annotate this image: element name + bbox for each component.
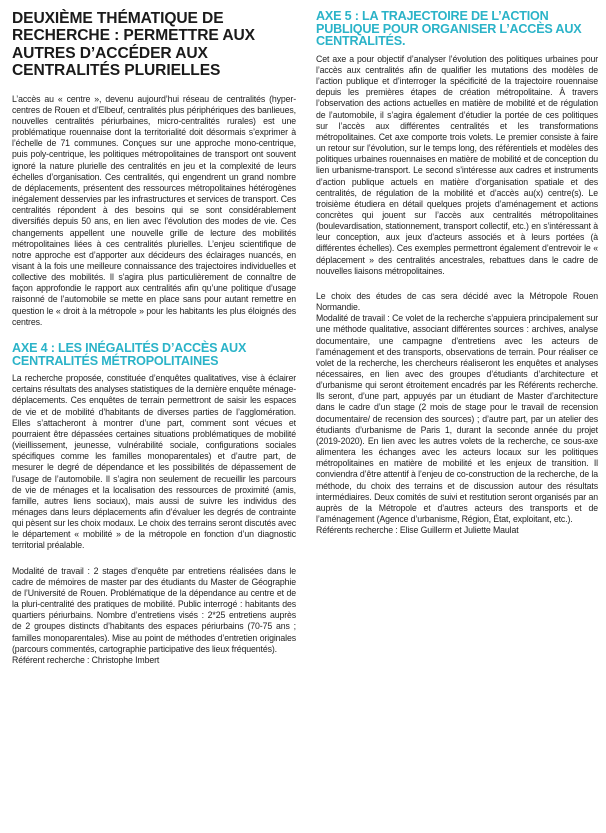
axe5-paragraph: Cet axe a pour objectif d’analyser l’évolution des politiques urbaines pour l’accès aux centralités afin de qualifier les mutations des modèles de l’action publique et d’interroger la spécificité de la trajectoire rouennaise depuis les premières étapes de création métropolitaine. À travers l’observation des actions actuelles en matière de mobilité et de régulation de l’automobile, il s’agira également d’étudier la portée de ces politiques sur l’accès aux différentes centralités et les transformations métropolitaines. Cet axe comporte trois volets. Le premier consiste à faire un retour sur l’évolution, sur le temps long, des référentiels et modèles des politiques urbaines rouennaises en matière de mobilité et de conception du lien urbanisme-transport. Le second s’intéresse aux cadres et instruments d’action publique actuels en matière d’organisation spatiale et des centralités, de régulation de la mobilité et d’accès au(x) centre(s). Le troisième étudiera en détail quelques projets d’aménagement et actions concrètes qui jouent sur l’accès aux centralités métropolitaines (boulevardisation, stationnement, transport collectif, etc.) en s’intéressant à leur conception, aux jeux d’acteurs associés et à leurs portées (à différentes échelles). Ces exemples permettront également d’entrevoir le « déplacement » des centralités ancestrales, rebattues dans le cadre de nouvelles liaisons métropolitaines. [316,53,598,276]
axe4-referent: Référent recherche : Christophe Imbert [12,654,160,665]
axe4-modalite-paragraph: Modalité de travail : 2 stages d’enquête par entretiens réalisées dans le cadre de mémoires de master par des étudiants du Master de Géographie de l’Université de Rouen. Problématique de la dépendance au centre et de la pluri-centralité des pratiques de mobilité. Public interrogé : habitants des quartiers périurbains. Nombre d’entretiens visés : 2*25 entretiens auprès de 2 groupes distincts d’habitants des espaces périurbains (70-75 ans ; familles monoparentales). Mise au point de méthodes d’entretien originales (parcours commentés, cartographie participative des lieux fréquentés). [12,565,296,654]
section-title: DEUXIÈME THÉMATIQUE DE RECHERCHE : PERMETTRE AUX AUTRES D’ACCÉDER AUX CENTRALITÉS PLURIELLES [12,10,255,80]
axe5-heading: AXE 5 : LA TRAJECTOIRE DE L’ACTION PUBLIQUE POUR ORGANISER L’ACCÈS AUX CENTRALITÉS. [316,9,582,49]
left-column [12,10,296,666]
axe4-paragraph: La recherche proposée, constituée d’enquêtes qualitatives, vise à éclairer certains résultats des analyses statistiques de la dernière enquête ménage-déplacements. Ces enquêtes de terrain permettront de saisir les espaces de vie et de mobilité d’habitants de diverses parties de l’agglomération. Elles s’attacheront à montrer d’une part, comment sont vécues et pourraient être dépassées certaines situations problématiques de mobilité (vieillissement, jeunesse, vulnérabilité sociale, configurations sociales spécifiques comme les familles monoparentales) et d’autre part, de mesurer le degré de dépendance et les possibilités de dépassement de l’usage de l’automobile. Il s’agira non seulement de recueillir les parcours de vie de ménages et la localisation des ressources de proximité (amis, famille, autres liens sociaux), mais aussi de suivre les individus des ménages dans leurs déplacements afin d’évaluer les degrés de contrainte qui pèsent sur les choix modaux. Le choix des terrains seront discutés avec le département « mobilité » de la métropole en fonction d’un diagnostic territorial préalable. [12,373,296,551]
axe5-modalite-paragraph: Modalité de travail : Ce volet de la recherche s’appuiera principalement sur une méthode qualitative, associant différentes sources : archives, analyse documentaire, une campagne d’entretiens avec les acteurs de l’aménagement et des transports, observations de terrain. Pour réaliser ce volet de la recherche, les chercheurs réaliseront les enquêtes et analyses nécessaires, en lien avec des groupes d’étudiants d’architecture et d’urbanisme qui seront étroitement encadrés par les Référents recherche. Ils seront, d’une part, appuyés par un étudiant de Master d’architecture dans le cadre d’un stage (2 mois de stage pour le travail de recension documentaire/ de recension des sources) ; d’autre part, par un atelier des étudiants d’urbanisme de Paris 1, durant la seconde année du projet (2019-2020). En lien avec les autres volets de la recherche, ce sous-axe alimentera les échanges avec les acteurs locaux sur les politiques métropolitaines en matière de mobilité et les enjeux de transition. Il conviendra d’être attentif à l’enjeu de co-construction de la recherche, de la méthode, du choix des terrains et de discussion autour des résultats intermédiaires. Deux comités de suivi et restitution seront organisés par an auprès de la Métropole et d’autres acteurs des transports et de l’aménagement (Agence d’urbanisme, Région, État, exploitant, etc.). [316,313,598,525]
intro-paragraph: L’accès au « centre », devenu aujourd’hui réseau de centralités (hyper-centres de Rouen et d’Elbeuf, centralités plus périphériques des banlieues, nouvelles centralités périurbaines, micro-centralités rurales) est une problématique rouennaise dont la territorialité doit désormais s’exprimer à l’échelle de 71 communes. Conçues sur une approche mono-centrique, puis poly-centrique, les politiques métropolitaines de transport ont souvent ignoré la nature plurielle des centralités en jeu et la complexité de leurs échelles d’organisation. Ces centralités, qui engendrent un grand nombre de déplacements, présentent des ressources métropolitaines hétérogènes inégalement desservies par les infrastructures et services de transport. Ces centralités répondent à des besoins qui se sont considérablement diversifiés depuis 50 ans, en lien avec l’évolution des modes de vie. Ces changements appellent une nouvelle grille de lecture des mobilités métropolitaines liées à ces centralités plurielles. L’enjeu scientifique de notre approche est d’apporter aux décideurs des éclairages nuancés, en visant à la fois une meilleure connaissance des trajectoires individuelles et collective des mobilités. Il s’agira plus particulièrement de connaître de façon approfondie le rapport aux centralités afin qu’une politique d’usage raisonné de l’automobile se mette en place sans pour autant remettre en question le « droit à la métropole » pour les habitants les plus éloignés des centres. [12,93,296,327]
axe5-referents: Référents recherche : Elise Guillerm et Juliette Maulat [316,525,519,536]
right-column [316,10,598,536]
axe4-heading: AXE 4 : LES INÉGALITÉS D’ACCÈS AUX CENTRALITÉS MÉTROPOLITAINES [12,340,247,368]
axe5-choix-paragraph: Le choix des études de cas sera décidé avec la Métropole Rouen Normandie. [316,290,598,313]
